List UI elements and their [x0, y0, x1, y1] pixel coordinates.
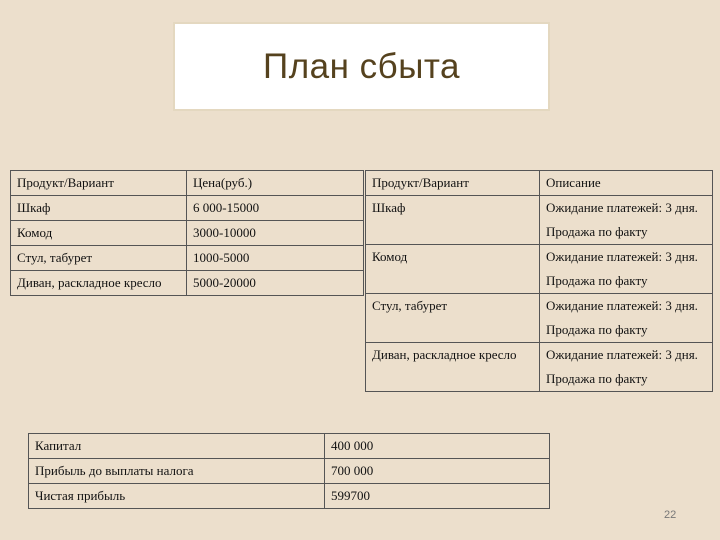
product-cell: Комод: [11, 221, 187, 246]
header-cell: Цена(руб.): [187, 171, 364, 196]
header-cell: Продукт/Вариант: [11, 171, 187, 196]
finance-value: 599700: [325, 484, 550, 509]
product-cell: Стул, табурет: [366, 294, 540, 343]
table-row: [366, 196, 713, 221]
table-row: [29, 459, 550, 484]
finance-table: [28, 433, 550, 509]
description-line: Ожидание платежей: 3 дня.: [540, 343, 713, 368]
header-cell: Продукт/Вариант: [366, 171, 540, 196]
description-line: Продажа по факту: [540, 269, 713, 294]
price-cell: 3000-10000: [187, 221, 364, 246]
product-cell: Комод: [366, 245, 540, 294]
finance-value: 400 000: [325, 434, 550, 459]
table-header-row: [366, 171, 713, 196]
page-number: 22: [664, 509, 677, 521]
table-header-row: [11, 171, 364, 196]
table-row: [366, 343, 713, 368]
finance-label: Чистая прибыль: [29, 484, 325, 509]
table-row: [11, 246, 364, 271]
finance-label: Прибыль до выплаты налога: [29, 459, 325, 484]
price-cell: 5000-20000: [187, 271, 364, 296]
price-table: [10, 170, 364, 296]
description-line: Продажа по факту: [540, 318, 713, 343]
page-title: План сбыта: [263, 46, 460, 86]
table-row: [366, 294, 713, 319]
finance-label: Капитал: [29, 434, 325, 459]
product-cell: Шкаф: [366, 196, 540, 245]
header-cell: Описание: [540, 171, 713, 196]
price-cell: 1000-5000: [187, 246, 364, 271]
product-cell: Стул, табурет: [11, 246, 187, 271]
price-cell: 6 000-15000: [187, 196, 364, 221]
table-row: [11, 221, 364, 246]
product-cell: Диван, раскладное кресло: [11, 271, 187, 296]
description-line: Продажа по факту: [540, 367, 713, 392]
description-line: Продажа по факту: [540, 220, 713, 245]
finance-value: 700 000: [325, 459, 550, 484]
product-cell: Шкаф: [11, 196, 187, 221]
description-line: Ожидание платежей: 3 дня.: [540, 196, 713, 221]
table-row: [29, 434, 550, 459]
description-line: Ожидание платежей: 3 дня.: [540, 294, 713, 319]
table-row: [366, 245, 713, 270]
description-line: Ожидание платежей: 3 дня.: [540, 245, 713, 270]
title-box: [173, 22, 550, 111]
table-row: [11, 271, 364, 296]
table-row: [11, 196, 364, 221]
description-table: [365, 170, 713, 392]
product-cell: Диван, раскладное кресло: [366, 343, 540, 392]
table-row: [29, 484, 550, 509]
